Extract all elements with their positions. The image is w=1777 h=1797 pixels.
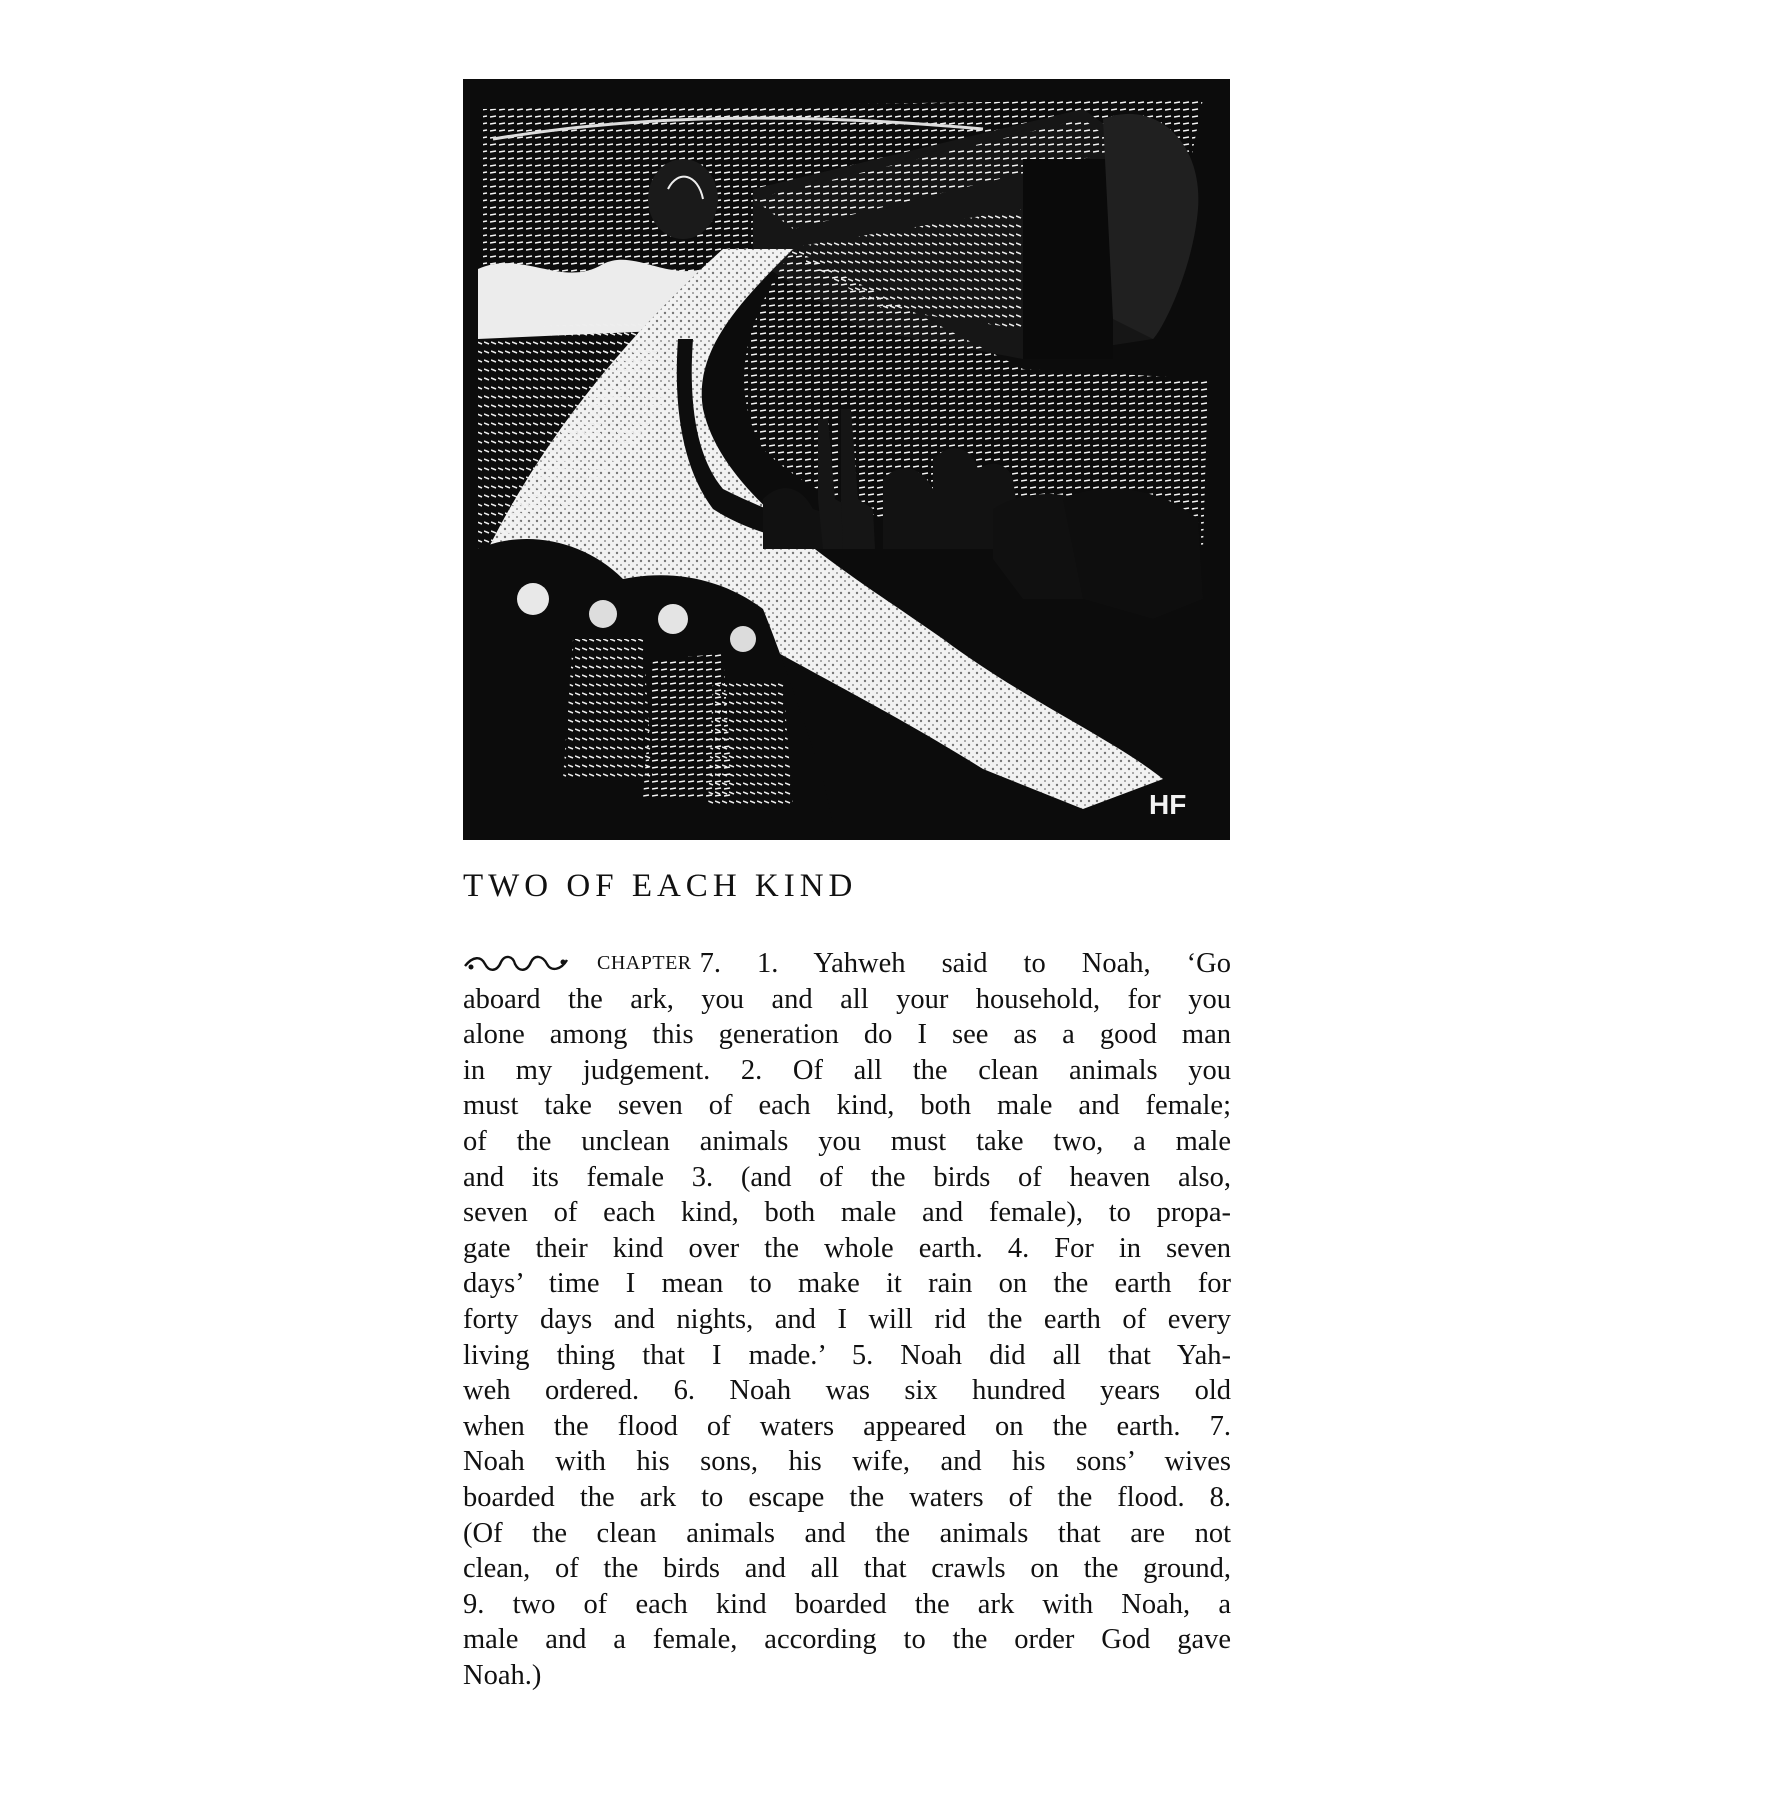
ark-procession-icon <box>463 79 1230 840</box>
chapter-label: CHAPTER <box>597 952 692 974</box>
text-line: seven of each kind, both male and female), to propa- <box>463 1197 1231 1229</box>
section-title: TWO OF EACH KIND <box>463 868 858 904</box>
text-line-1 <box>463 946 1231 982</box>
text-line: Noah with his sons, his wife, and his sons’ wives <box>463 1446 1231 1478</box>
text-line: gate their kind over the whole earth. 4. For in seven <box>463 1232 1231 1264</box>
text-line: weh ordered. 6. Noah was six hundred years old <box>463 1375 1231 1407</box>
text-line: male and a female, according to the order God gave <box>463 1624 1231 1656</box>
text-line: in my judgement. 2. Of all the clean animals you <box>463 1054 1231 1086</box>
text-line: forty days and nights, and I will rid the earth of every <box>463 1303 1231 1335</box>
text-line: boarded the ark to escape the waters of the flood. 8. <box>463 1481 1231 1513</box>
text-line-1-content: 7. 1. Yahweh said to Noah, ‘Go <box>699 948 1231 979</box>
text-line: must take seven of each kind, both male and female; <box>463 1090 1231 1122</box>
text-line: (Of the clean animals and the animals that are not <box>463 1517 1231 1549</box>
text-line: alone among this generation do I see as a good man <box>463 1019 1231 1051</box>
text-line: of the unclean animals you must take two, a male <box>463 1125 1231 1157</box>
text-line-last: Noah.) <box>463 1659 542 1691</box>
text-line: 9. two of each kind boarded the ark with Noah, a <box>463 1588 1231 1620</box>
chapter-text <box>463 946 1231 1693</box>
text-line: and its female 3. (and of the birds of heaven also, <box>463 1161 1231 1193</box>
text-line: clean, of the birds and all that crawls on the ground, <box>463 1553 1231 1585</box>
text-line: when the flood of waters appeared on the earth. 7. <box>463 1410 1231 1442</box>
fleuron-ornament-icon <box>463 954 569 974</box>
monogram-text: HF <box>1149 789 1187 820</box>
text-line: days’ time I mean to make it rain on the earth for <box>463 1268 1231 1300</box>
woodcut-illustration <box>463 79 1230 840</box>
text-line: living thing that I made.’ 5. Noah did all that Yah- <box>463 1339 1231 1371</box>
text-line: aboard the ark, you and all your household, for you <box>463 983 1231 1015</box>
